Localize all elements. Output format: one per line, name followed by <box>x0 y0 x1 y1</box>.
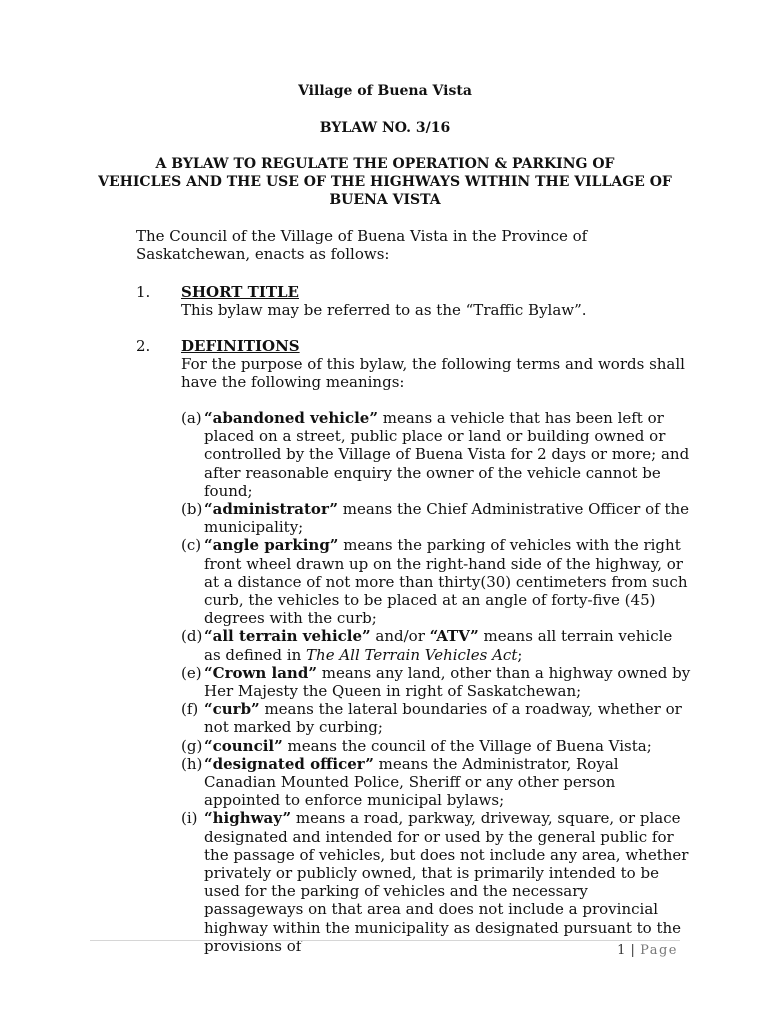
section-2 <box>181 337 701 391</box>
definition-marker: (e) <box>181 663 202 682</box>
section-1-text: This bylaw may be referred to as the “Traffic Bylaw”. <box>181 301 587 319</box>
definition-item <box>181 700 691 736</box>
definition-marker: (h) <box>181 754 203 773</box>
section-2-heading: DEFINITIONS <box>181 337 300 355</box>
definition-marker: (f) <box>181 700 199 719</box>
section-2-number: 2. <box>136 337 151 355</box>
definition-term: “abandoned vehicle” <box>204 409 378 427</box>
bylaw-number: BYLAW NO. 3/16 <box>319 120 451 136</box>
definition-text: means the lateral boundaries of a roadway, whether or not marked by curbing; <box>204 700 682 737</box>
definition-marker: (g) <box>181 736 203 755</box>
definition-text: means the parking of vehicles with the right front wheel drawn up on the right-hand side of the highway, or at a distance of not more than thirty(30) centimeters from such curb, the vehicles to be placed at an angle of forty-five (45) degrees with the curb; <box>204 536 688 628</box>
definition-term: “highway” <box>204 809 292 828</box>
definition-item <box>181 809 691 955</box>
bylaw-title-line-3: BUENA VISTA <box>329 192 441 208</box>
definition-item <box>181 536 691 627</box>
definition-term: “Crown land” <box>204 663 317 682</box>
definition-term: “administrator” <box>204 500 339 519</box>
page-number: 1 <box>617 943 626 958</box>
definition-item <box>181 755 691 810</box>
definition-text: means the Administrator, Royal Canadian Mounted Police, Sheriff or any other person appointed to enforce municipal bylaws; <box>204 754 619 810</box>
definition-text-end: ; <box>517 645 523 664</box>
definition-item <box>181 500 691 536</box>
definition-text-cont: means all terrain vehicle as defined in <box>204 627 673 664</box>
page-footer <box>617 943 678 958</box>
definition-text: and/or <box>370 627 430 646</box>
section-1-number: 1. <box>136 283 151 301</box>
definition-item <box>181 409 691 500</box>
definition-marker: (i) <box>181 809 198 828</box>
bylaw-title-line-1: A BYLAW TO REGULATE THE OPERATION & PARKING OF <box>155 156 615 172</box>
page-label: Page <box>640 943 678 958</box>
definition-item <box>181 737 691 755</box>
village-name: Village of Buena Vista <box>298 83 472 99</box>
section-1 <box>181 283 701 319</box>
intro-paragraph: The Council of the Village of Buena Vista in the Province of Saskatchewan, enacts as follows: <box>136 227 588 264</box>
definition-text: means the Chief Administrative Officer of the municipality; <box>204 500 690 537</box>
definition-term: “designated officer” <box>204 754 374 773</box>
definition-term: “council” <box>204 736 283 755</box>
definition-marker: (a) <box>181 409 202 427</box>
definition-item <box>181 664 691 700</box>
definition-term: “all terrain vehicle” <box>204 627 371 646</box>
definition-text: means a road, parkway, driveway, square, or place designated and intended for or used by the general public for the passage of vehicles, but does not include any area, whether privately or publicly owned, that is primarily intended to be used for the parking of vehicles and the necessary passageways on that area and does not include a provincial highway within the municipality as designated pursuant to the provisions of <box>204 809 689 955</box>
footer-divider <box>90 940 680 941</box>
bylaw-title-line-2: VEHICLES AND THE USE OF THE HIGHWAYS WITHIN THE VILLAGE OF <box>98 174 672 190</box>
section-2-text: For the purpose of this bylaw, the following terms and words shall have the following meanings: <box>181 355 685 392</box>
definition-item <box>181 627 691 663</box>
definition-marker: (c) <box>181 536 202 555</box>
definitions-list <box>181 409 691 955</box>
section-1-heading: SHORT TITLE <box>181 283 299 301</box>
act-title: The All Terrain Vehicles Act <box>306 645 518 664</box>
definition-text: means any land, other than a highway owned by Her Majesty the Queen in right of Saskatchewan; <box>204 663 691 701</box>
footer-separator: | <box>625 943 641 958</box>
definition-text: means a vehicle that has been left or placed on a street, public place or land or building owned or controlled by the Village of Buena Vista for 2 days or more; and after reasonable enquiry the owner of the vehicle cannot be found; <box>204 409 690 500</box>
definition-term: “curb” <box>204 700 260 719</box>
definition-text: means the council of the Village of Buena Vista; <box>282 736 652 755</box>
definition-term-alt: “ATV” <box>429 627 479 646</box>
definition-term: “angle parking” <box>204 536 339 555</box>
definition-marker: (d) <box>181 627 203 646</box>
definition-marker: (b) <box>181 500 203 519</box>
